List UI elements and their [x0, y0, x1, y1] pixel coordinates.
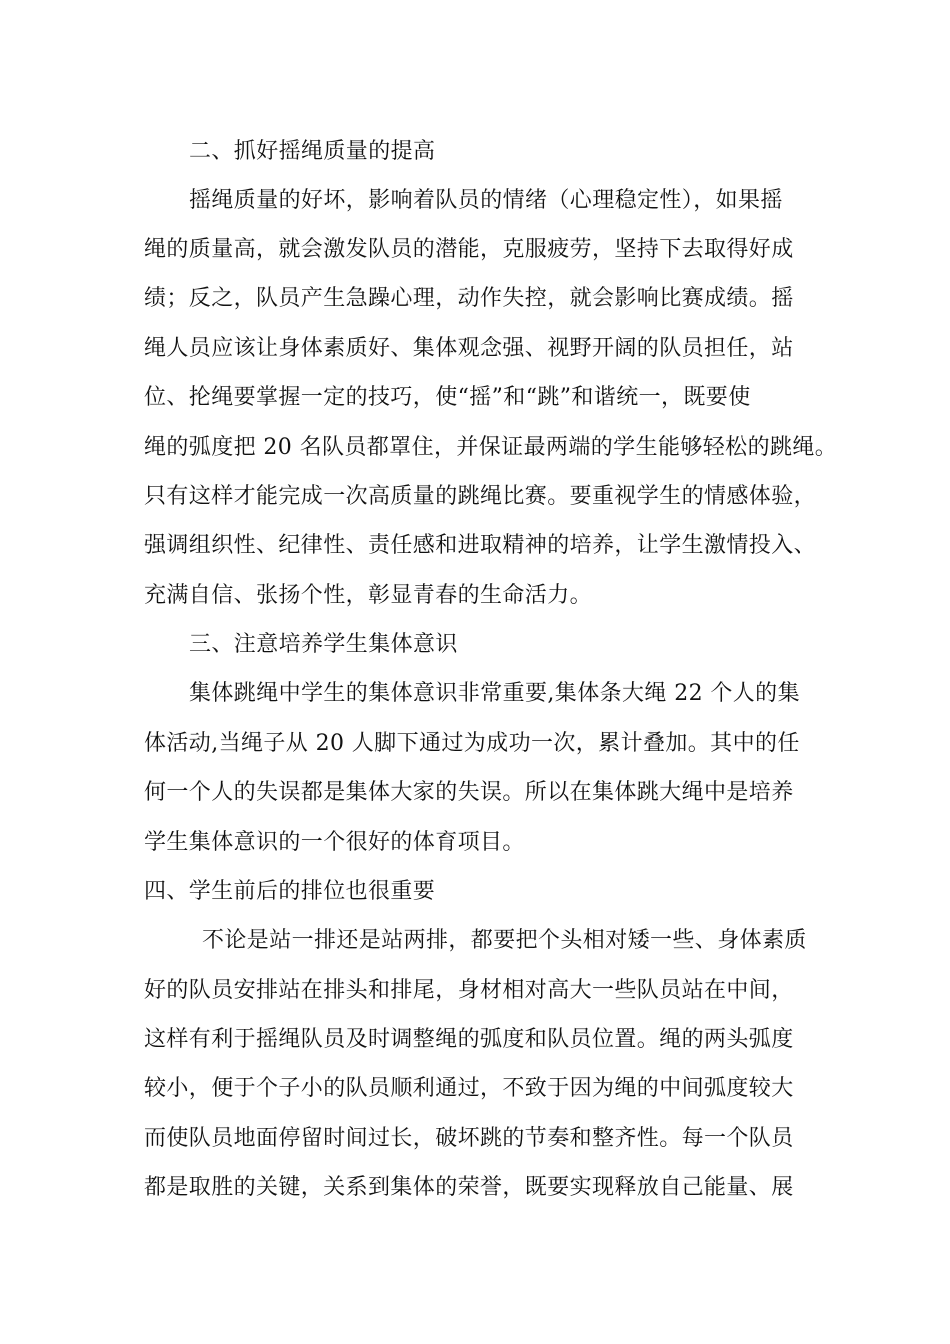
paragraph-line: 绳人员应该让身体素质好、集体观念强、视野开阔的队员担任，站: [144, 336, 794, 361]
paragraph-line: 位、抡绳要掌握一定的技巧，使“摇”和“跳”和谐统一，既要使: [144, 385, 751, 410]
paragraph-line: 都是取胜的关键，关系到集体的荣誉，既要实现释放自己能量、展: [144, 1175, 794, 1200]
paragraph-line: 体活动,当绳子从 20 人脚下通过为成功一次，累计叠加。其中的任: [144, 731, 800, 756]
section-heading-4: 四、学生前后的排位也很重要: [144, 879, 436, 904]
paragraph-line: 集体跳绳中学生的集体意识非常重要,集体条大绳 22 个人的集: [189, 681, 800, 706]
paragraph-line: 只有这样才能完成一次高质量的跳绳比赛。要重视学生的情感体验，: [144, 484, 817, 509]
paragraph-line: 较小，便于个子小的队员顺利通过，不致于因为绳的中间弧度较大: [144, 1076, 794, 1101]
paragraph-line: 学生集体意识的一个很好的体育项目。: [144, 830, 525, 855]
paragraph-line: 不论是站一排还是站两排，都要把个头相对矮一些、身体素质: [202, 928, 807, 953]
paragraph-line: 摇绳质量的好坏，影响着队员的情绪（心理稳定性），如果摇: [189, 188, 783, 213]
paragraph-line: 绳的质量高，就会激发队员的潜能，克服疲劳，坚持下去取得好成: [144, 237, 794, 262]
paragraph-line: 强调组织性、纪律性、责任感和进取精神的培养，让学生激情投入、: [144, 533, 817, 558]
section-heading-2: 二、抓好摇绳质量的提高: [189, 139, 436, 164]
paragraph-line: 绳的弧度把 20 名队员都罩住，并保证最两端的学生能够轻松的跳绳。: [144, 435, 838, 460]
section-heading-3: 三、注意培养学生集体意识: [189, 632, 458, 657]
paragraph-line: 这样有利于摇绳队员及时调整绳的弧度和队员位置。绳的两头弧度: [144, 1027, 794, 1052]
paragraph-line: 绩；反之，队员产生急躁心理，动作失控，就会影响比赛成绩。摇: [144, 286, 794, 311]
paragraph-line: 好的队员安排站在排头和排尾，身材相对高大一些队员站在中间，: [144, 978, 794, 1003]
paragraph-line: 何一个人的失误都是集体大家的失误。所以在集体跳大绳中是培养: [144, 780, 794, 805]
paragraph-line: 而使队员地面停留时间过长，破坏跳的节奏和整齐性。每一个队员: [144, 1126, 794, 1151]
paragraph-line: 充满自信、张扬个性，彰显青春的生命活力。: [144, 583, 593, 608]
